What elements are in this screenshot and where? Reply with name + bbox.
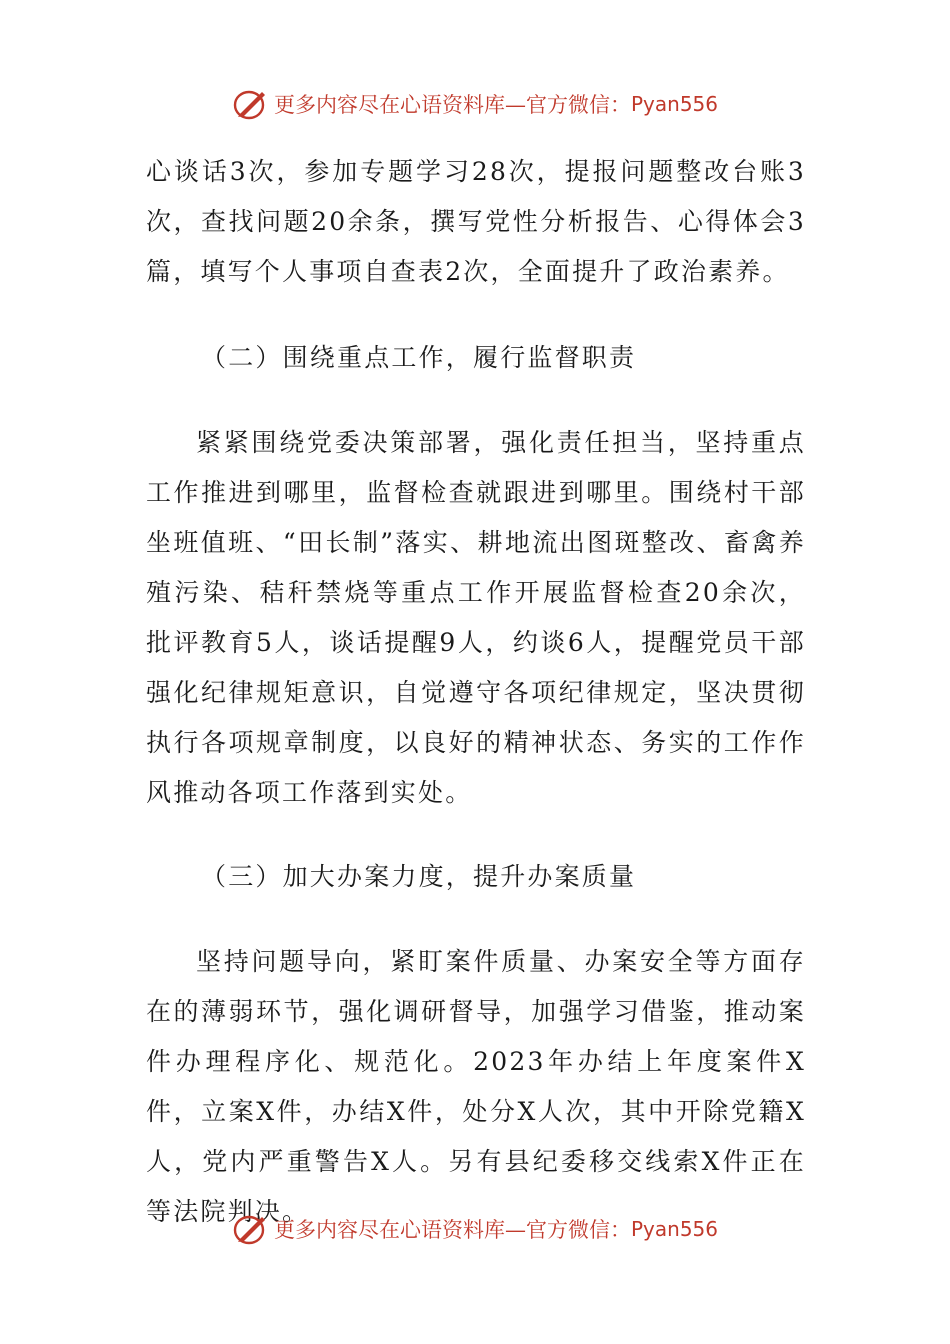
banner-text: 更多内容尽在心语资料库—官方微信： <box>273 93 631 117</box>
paragraph-1: 心谈话3次，参加专题学习28次，提报问题整改台账3次，查找问题20余条，撰写党性分析报告、心得体会3篇，填写个人事项自查表2次，全面提升了政治素养。 <box>146 157 806 286</box>
section-heading-2: （二）围绕重点工作，履行监督职责 <box>201 343 637 372</box>
pen-circle-icon <box>232 1212 270 1246</box>
section-heading-3: （三）加大办案力度，提升办案质量 <box>201 862 637 891</box>
banner-wechat-id: Pyan556 <box>630 92 718 116</box>
banner-text: 更多内容尽在心语资料库—官方微信： <box>273 1218 631 1242</box>
pen-circle-icon <box>232 87 270 121</box>
paragraph-3: 坚持问题导向，紧盯案件质量、办案安全等方面存在的薄弱环节，强化调研督导，加强学习借鉴，推动案件办理程序化、规范化。2023年办结上年度案件X件，立案X件，办结X件，处分X人次，其中开除党籍X人，党内严重警告X人。另有县纪委移交线索X件正在等法院判决。 <box>146 947 806 1226</box>
banner-wechat-id: Pyan556 <box>630 1217 718 1241</box>
paragraph-2: 紧紧围绕党委决策部署，强化责任担当，坚持重点工作推进到哪里，监督检查就跟进到哪里。围绕村干部坐班值班、“田长制”落实、耕地流出图斑整改、畜禽养殖污染、秸秆禁烧等重点工作开展监督检查20余次，批评教育5人，谈话提醒9人，约谈6人，提醒党员干部强化纪律规矩意识，自觉遵守各项纪律规定，坚决贯彻执行各项规章制度，以良好的精神状态、务实的工作作风推动各项工作落到实处。 <box>146 428 806 807</box>
header-watermark-banner <box>0 84 950 124</box>
footer-watermark-banner <box>0 1209 950 1249</box>
